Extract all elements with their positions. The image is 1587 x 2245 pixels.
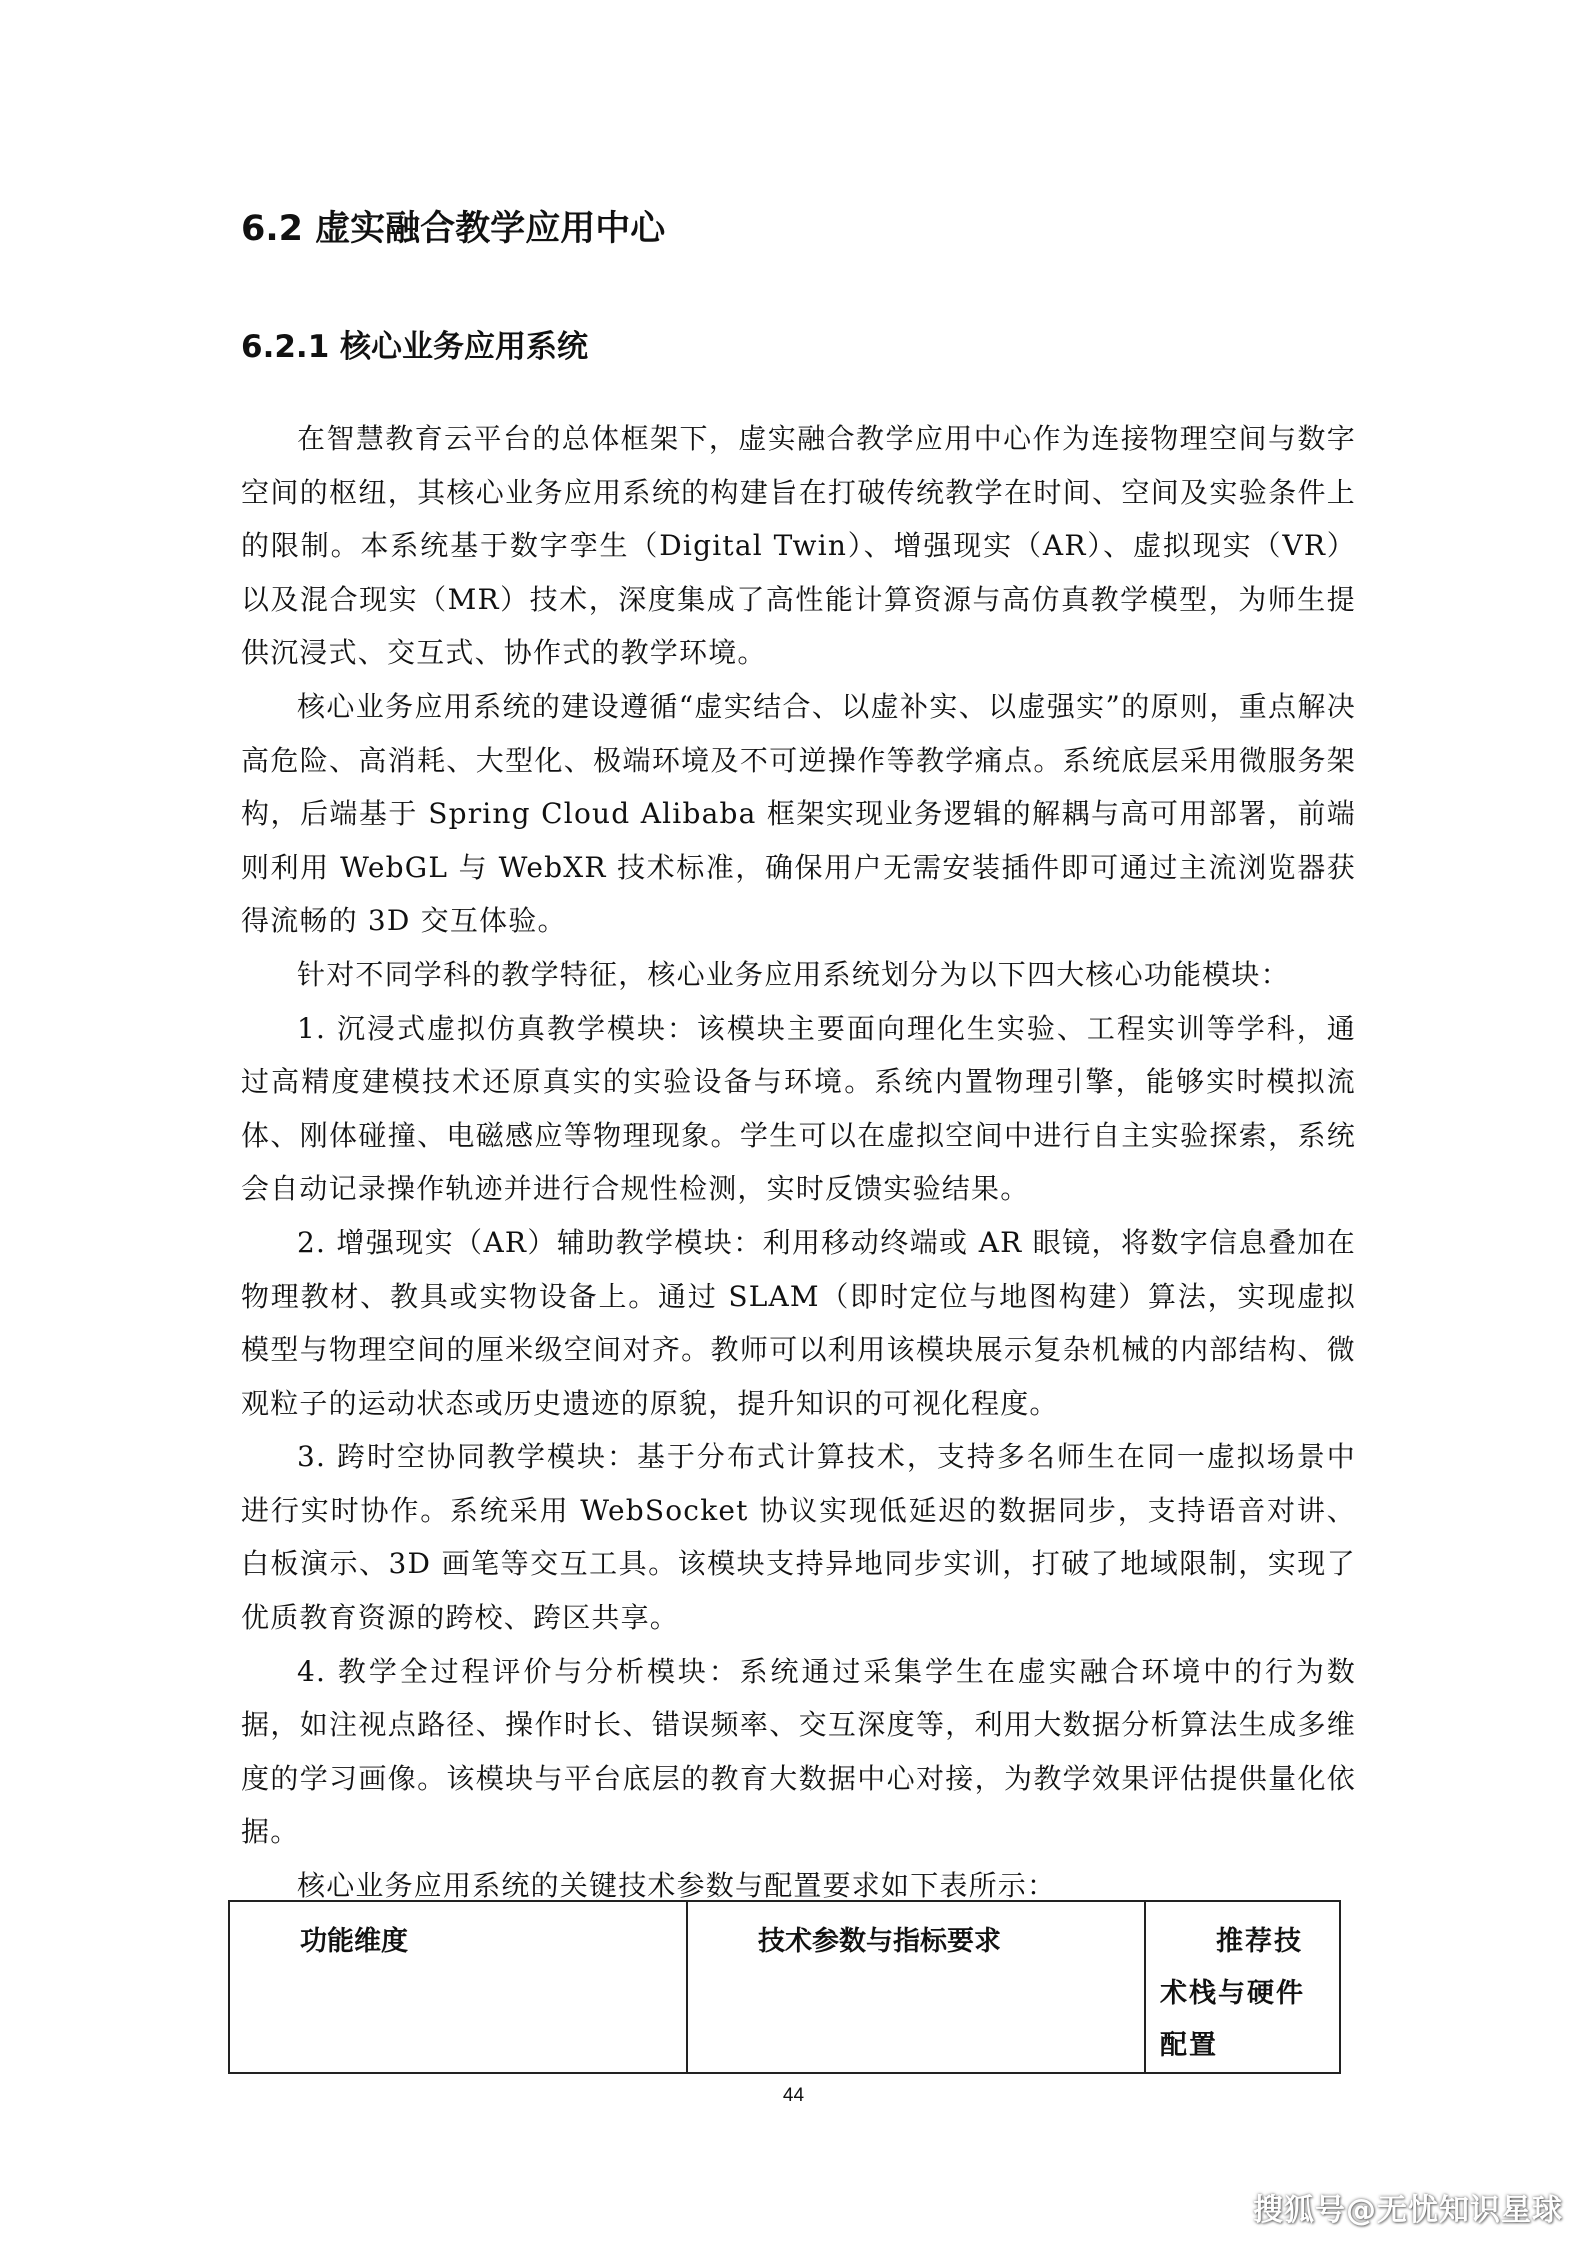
table-header-row xyxy=(229,1901,1340,2073)
subsection-heading: 6.2.1 核心业务应用系统 xyxy=(241,329,589,365)
paragraph-table-intro: 核心业务应用系统的关键技术参数与配置要求如下表所示： xyxy=(297,1869,1057,1903)
paragraph-module-2: 2. 增强现实（AR）辅助教学模块：利用移动终端或 AR 眼镜，将数字信息叠加在物理教材、教具或实物设备上。通过 SLAM（即时定位与地图构建）算法，实现虚拟模型与物理空间的厘米级空间对齐。教师可以利用该模块展示复杂机械的内部结构、微观粒子的运动状态或历史遗迹的原貌，提升知识的可视化程度。 xyxy=(241,1225,1356,1420)
table-header-parameters: 技术参数与指标要求 xyxy=(687,1901,1145,2073)
paragraph-module-3: 3. 跨时空协同教学模块：基于分布式计算技术，支持多名师生在同一虚拟场景中进行实时协作。系统采用 WebSocket 协议实现低延迟的数据同步，支持语音对讲、白板演示、3D 画笔等交互工具。该模块支持异地同步实训，打破了地域限制，实现了优质教育资源的跨校、跨区共享。 xyxy=(241,1440,1356,1635)
table-header-dimension: 功能维度 xyxy=(229,1901,687,2073)
paragraph-intro: 在智慧教育云平台的总体框架下，虚实融合教学应用中心作为连接物理空间与数字空间的枢纽，其核心业务应用系统的构建旨在打破传统教学在时间、空间及实验条件上的限制。本系统基于数字孪生（Digital Twin）、增强现实（AR）、虚拟现实（VR）以及混合现实（MR）技术，深度集成了高性能计算资源与高仿真教学模型，为师生提供沉浸式、交互式、协作式的教学环境。 xyxy=(241,422,1356,670)
paragraph-principles: 核心业务应用系统的建设遵循“虚实结合、以虚补实、以虚强实”的原则，重点解决高危险、高消耗、大型化、极端环境及不可逆操作等教学痛点。系统底层采用微服务架构，后端基于 Spring Cloud Alibaba 框架实现业务逻辑的解耦与高可用部署，前端则利用 WebGL 与 WebXR 技术标准，确保用户无需安装插件即可通过主流浏览器获得流畅的 3D 交互体验。 xyxy=(241,689,1356,938)
watermark: 搜狐号@无忧知识星球 xyxy=(1253,2193,1563,2228)
body-text xyxy=(241,412,1356,1913)
spec-table xyxy=(228,1900,1341,2074)
paragraph-modules-intro: 针对不同学科的教学特征，核心业务应用系统划分为以下四大核心功能模块： xyxy=(297,957,1290,991)
paragraph-module-1: 1. 沉浸式虚拟仿真教学模块：该模块主要面向理化生实验、工程实训等学科，通过高精度建模技术还原真实的实验设备与环境。系统内置物理引擎，能够实时模拟流体、刚体碰撞、电磁感应等物理现象。学生可以在虚拟空间中进行自主实验探索，系统会自动记录操作轨迹并进行合规性检测，实时反馈实验结果。 xyxy=(241,1011,1356,1206)
section-heading: 6.2 虚实融合教学应用中心 xyxy=(241,209,666,249)
page-number: 44 xyxy=(782,2085,805,2106)
table-header-tech-stack: 推荐技术栈与硬件配置 xyxy=(1145,1901,1340,2073)
paragraph-module-4: 4. 教学全过程评价与分析模块：系统通过采集学生在虚实融合环境中的行为数据，如注视点路径、操作时长、错误频率、交互深度等，利用大数据分析算法生成多维度的学习画像。该模块与平台底层的教育大数据中心对接，为教学效果评估提供量化依据。 xyxy=(241,1654,1356,1849)
